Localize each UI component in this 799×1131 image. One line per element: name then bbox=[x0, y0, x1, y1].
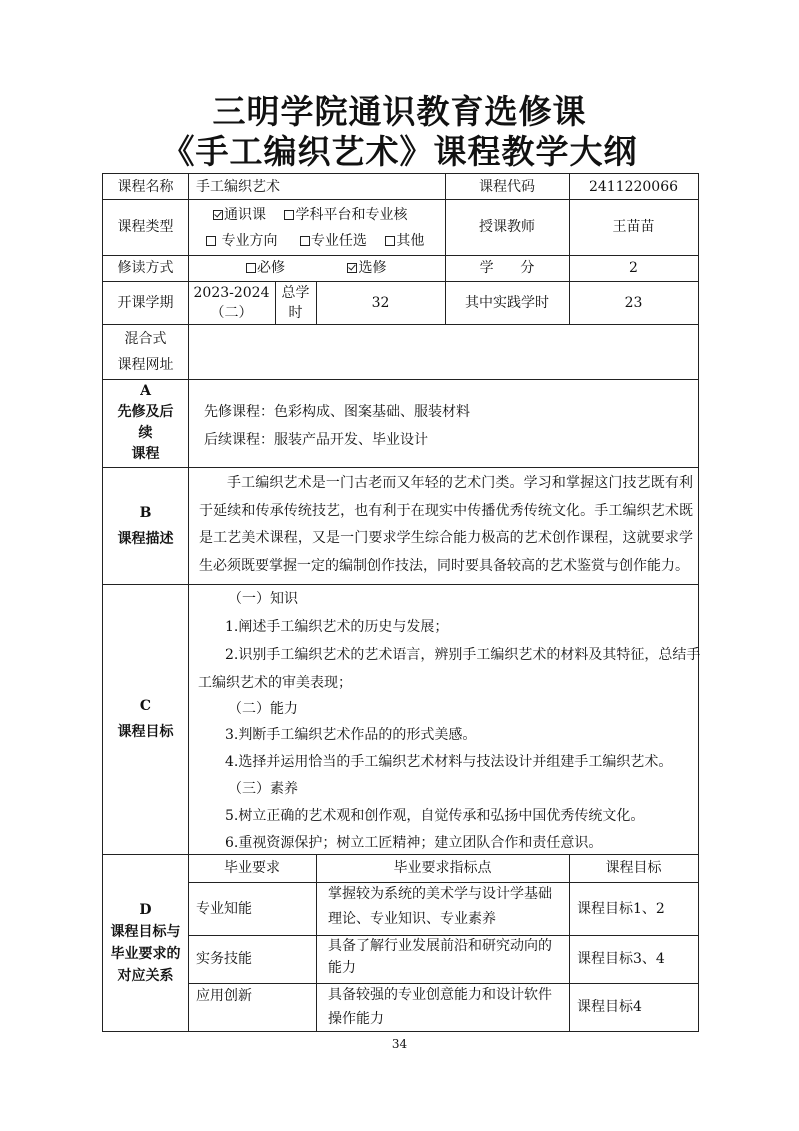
course-name-label: 课程名称 bbox=[117, 178, 174, 195]
course-code-label: 课程代码 bbox=[479, 178, 535, 195]
credits-label: 学 分 bbox=[479, 260, 535, 276]
study-mode-options bbox=[246, 258, 386, 278]
document-title-line2: 《手工编织艺术》课程教学大纲 bbox=[161, 132, 638, 171]
course-url-label: 混合式 课程网址 bbox=[117, 330, 174, 373]
goal-3: 3.判断手工编织艺术作品的的形式美感。 bbox=[225, 727, 477, 743]
follow-up-courses: 后续课程：服装产品开发、毕业设计 bbox=[204, 432, 428, 448]
section-a-label: A 先修及后 续 课程 bbox=[117, 383, 174, 462]
total-hours-value: 32 bbox=[371, 294, 390, 311]
option-direction[interactable]: 专业方向 bbox=[206, 231, 277, 251]
goal-1: 1.阐述手工编织艺术的历史与发展； bbox=[225, 619, 449, 635]
mapping-row-1-goal: 课程目标1、2 bbox=[577, 900, 665, 917]
course-code-value: 2411220066 bbox=[588, 178, 679, 195]
course-type-options-row2 bbox=[206, 231, 424, 251]
checkbox-empty-icon bbox=[246, 263, 256, 273]
credits-value: 2 bbox=[629, 260, 638, 276]
mapping-row-1-indicator: 掌握较为系统的美术学与设计学基础 理论、专业知识、专业素养 bbox=[328, 886, 552, 927]
teacher-value: 王苗苗 bbox=[612, 219, 655, 235]
course-name-value: 手工编织艺术 bbox=[196, 178, 280, 195]
semester-value: 2023-2024 （二） bbox=[193, 284, 270, 321]
mapping-row-3-goal: 课程目标4 bbox=[577, 999, 642, 1015]
total-hours-label: 总学 时 bbox=[281, 284, 310, 321]
option-elective[interactable]: 专业任选 bbox=[300, 231, 367, 251]
mapping-row-2-requirement: 实务技能 bbox=[196, 951, 252, 967]
checkbox-checked-icon bbox=[213, 210, 223, 220]
checkbox-empty-icon bbox=[385, 236, 395, 246]
option-optional[interactable]: 选修 bbox=[347, 258, 386, 278]
option-discipline[interactable]: 学科平台和专业核 bbox=[284, 205, 407, 225]
checkbox-empty-icon bbox=[206, 236, 216, 246]
practice-hours-value: 23 bbox=[624, 294, 643, 311]
header-graduation-requirement: 毕业要求 bbox=[224, 860, 280, 876]
mapping-row-2-goal: 课程目标3、4 bbox=[577, 951, 665, 967]
header-requirement-indicator: 毕业要求指标点 bbox=[393, 860, 492, 876]
study-mode-label: 修读方式 bbox=[117, 260, 174, 276]
option-general[interactable]: 通识课 bbox=[213, 205, 266, 225]
document-title-line1: 三明学院通识教育选修课 bbox=[212, 92, 587, 131]
goal-6: 6.重视资源保护；树立工匠精神；建立团队合作和责任意识。 bbox=[225, 835, 603, 851]
course-type-options-row1 bbox=[213, 205, 407, 225]
section-d-label: D 课程目标与 毕业要求的 对应关系 bbox=[110, 901, 181, 984]
section-c-label: C 课程目标 bbox=[117, 698, 174, 740]
goal-2-line1: 2.识别手工编织艺术的艺术语言，辨别手工编织艺术的材料及其特征，总结手 bbox=[225, 647, 701, 663]
mapping-row-3-indicator: 具备较强的专业创意能力和设计软件 操作能力 bbox=[328, 987, 552, 1027]
goal-heading-knowledge: （一）知识 bbox=[228, 591, 298, 607]
option-other[interactable]: 其他 bbox=[385, 231, 424, 251]
practice-hours-label: 其中实践学时 bbox=[465, 294, 549, 311]
goal-heading-ability: （二）能力 bbox=[228, 701, 298, 717]
prerequisite-courses: 先修课程：色彩构成、图案基础、服装材料 bbox=[204, 404, 470, 420]
goal-heading-literacy: （三）素养 bbox=[228, 781, 298, 797]
option-required[interactable]: 必修 bbox=[246, 258, 285, 278]
goal-5: 5.树立正确的艺术观和创作观，自觉传承和弘扬中国优秀传统文化。 bbox=[225, 808, 645, 824]
checkbox-empty-icon bbox=[300, 236, 310, 246]
course-type-label: 课程类型 bbox=[117, 219, 174, 235]
checkbox-empty-icon bbox=[284, 210, 294, 220]
header-course-goal: 课程目标 bbox=[605, 860, 662, 876]
section-b-label: B 课程描述 bbox=[117, 504, 174, 547]
goal-4: 4.选择并运用恰当的手工编织艺术材料与技法设计并组建手工编织艺术。 bbox=[225, 754, 673, 770]
teacher-label: 授课教师 bbox=[479, 219, 535, 235]
semester-label: 开课学期 bbox=[117, 294, 174, 311]
checkbox-checked-icon bbox=[347, 263, 357, 273]
mapping-row-3-requirement: 应用创新 bbox=[196, 988, 252, 1004]
mapping-row-1-requirement: 专业知能 bbox=[196, 900, 252, 917]
mapping-row-2-indicator: 具备了解行业发展前沿和研究动向的 能力 bbox=[328, 938, 552, 976]
course-description: 手工编织艺术是一门古老而又年轻的艺术门类。学习和掌握这门技艺既有利于延续和传承传统技艺，也有利于在现实中传播优秀传统文化。手工编织艺术既是工艺美术课程，又是一门要求学生综合能力极高的艺术创作课程，这就要求学生必须既要掌握一定的编制创作技法，同时要具备较高的艺术鉴赏与创作能力。 bbox=[199, 475, 693, 574]
syllabus-table bbox=[102, 173, 699, 1032]
goal-2-line2: 工编织艺术的审美表现； bbox=[198, 675, 352, 691]
course-url-value[interactable] bbox=[188, 324, 698, 379]
page-number: 34 bbox=[391, 1037, 408, 1051]
